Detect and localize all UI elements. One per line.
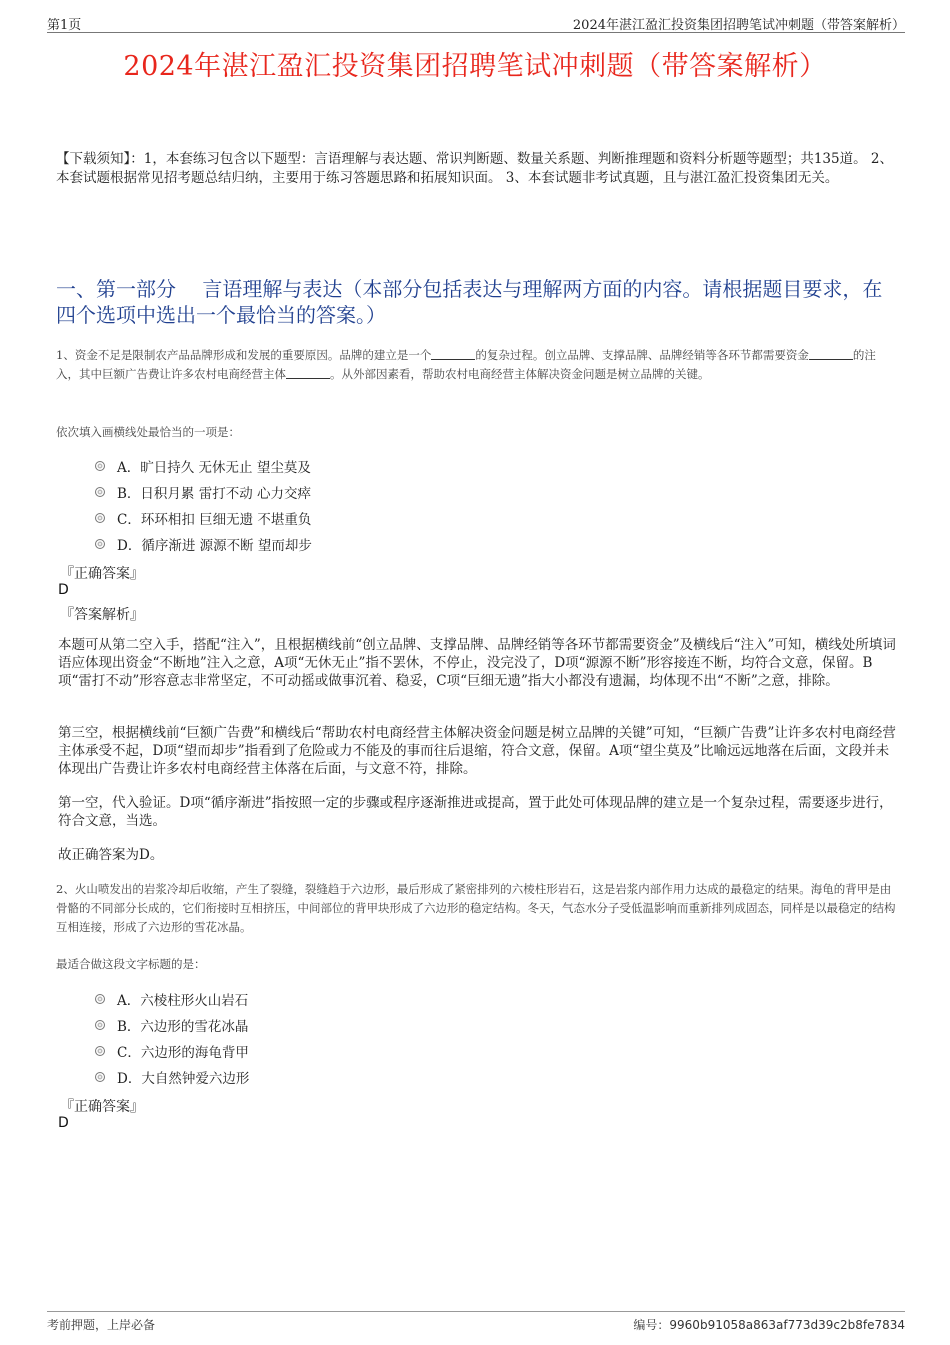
footer-serial (633, 1316, 905, 1333)
option-label: B．日积月累 雷打不动 心力交瘁 (117, 486, 312, 502)
document-title: 2024年湛江盈汇投资集团招聘笔试冲刺题（带答案解析） (123, 51, 827, 82)
footer-slogan: 考前押题，上岸必备 (47, 1318, 156, 1332)
q1-analysis-conclusion: 故正确答案为D。 (58, 847, 164, 863)
q2-correct-answer-label: 『正确答案』 (60, 1099, 144, 1115)
serial-label: 编号： (633, 1318, 670, 1332)
option-label: D．循序渐进 源源不断 望而却步 (117, 538, 312, 554)
q1-stem-part-1: 1、资金不足是限制农产品品牌形成和发展的重要原因。品牌的建立是一个 (56, 348, 432, 362)
radio-icon[interactable] (95, 1072, 105, 1082)
serial-code: 9960b91058a863af773d39c2b8fe7834 (669, 1318, 905, 1332)
q2-option-a[interactable] (95, 986, 249, 1012)
q1-correct-answer-label: 『正确答案』 (60, 566, 144, 582)
q1-option-d[interactable] (95, 531, 312, 557)
radio-icon[interactable] (95, 513, 105, 523)
header-doc-title: 2024年湛江盈汇投资集团招聘笔试冲刺题（带答案解析） (572, 18, 905, 33)
q1-analysis-paragraph: 第三空，根据横线前“巨额广告费”和横线后“帮助农村电商经营主体解决资金问题是树立品牌的关键”可知，“巨额广告费”让许多农村电商经营主体承受不起，D项“望而却步”指看到了危险或力不能及的事而往后退缩，符合文意，保留。A项“望尘莫及”比喻远远地落在后面，文段并未体现出广告费让许多农村电商经营主体落在后面，与文意不符，排除。 (58, 725, 896, 777)
q1-option-b[interactable] (95, 479, 312, 505)
q1-stem-part-4: 。从外部因素看，帮助农村电商经营主体解决资金问题是树立品牌的关键。 (330, 367, 710, 381)
option-label: D．大自然钟爱六边形 (117, 1071, 250, 1087)
q2-correct-answer: D (58, 1115, 69, 1131)
q2-option-d[interactable] (95, 1064, 249, 1090)
q1-analysis-label: 『答案解析』 (60, 607, 144, 623)
radio-icon[interactable] (95, 461, 105, 471)
question-1-stem (56, 346, 898, 384)
radio-icon[interactable] (95, 487, 105, 497)
q1-stem-part-2: 的复杂过程。创立品牌、支撑品牌、品牌经销等各环节都需要资金 (475, 348, 809, 362)
question-1-prompt: 依次填入画横线处最恰当的一项是： (56, 425, 240, 439)
q1-analysis-paragraph: 第一空，代入验证。D项“循序渐进”指按照一定的步骤或程序逐渐推进或提高，置于此处可体现品牌的建立是一个复杂过程，需要逐步进行，符合文意，当选。 (58, 795, 893, 829)
option-label: B．六边形的雪花冰晶 (117, 1019, 249, 1035)
option-label: C．环环相扣 巨细无遗 不堪重负 (117, 512, 312, 528)
question-1-options (95, 453, 312, 557)
option-label: A．六棱柱形火山岩石 (117, 993, 249, 1009)
q2-option-c[interactable] (95, 1038, 249, 1064)
radio-icon[interactable] (95, 994, 105, 1004)
q1-analysis-paragraph: 本题可从第二空入手，搭配“注入”，且根据横线前“创立品牌、支撑品牌、品牌经销等各环节都需要资金”及横线后“注入”可知，横线处所填词语应体现出资金“不断地”注入之意，A项“无休无止”指不罢休，不停止，没完没了，D项“源源不断”形容接连不断，均符合文意，保留。B项“雷打不动”形容意志非常坚定，不可动摇或做事沉着、稳妥，C项“巨细无遗”指大小都没有遗漏，均体现不出“不断”之意，排除。 (58, 637, 896, 689)
fill-blank-1 (431, 347, 475, 360)
option-label: C．六边形的海龟背甲 (117, 1045, 249, 1061)
fill-blank-2 (809, 347, 853, 360)
question-2-prompt: 最适合做这段文字标题的是： (56, 957, 206, 971)
q1-correct-answer: D (58, 582, 69, 598)
page-footer (47, 1311, 905, 1334)
q2-option-b[interactable] (95, 1012, 249, 1038)
q1-option-c[interactable] (95, 505, 312, 531)
section-title: 一、第一部分 言语理解与表达（本部分包括表达与理解两方面的内容。请根据题目要求，在四个选项中选出一个最恰当的答案。） (56, 277, 883, 327)
option-label: A．旷日持久 无休无止 望尘莫及 (117, 460, 311, 476)
page-header (47, 10, 905, 33)
radio-icon[interactable] (95, 1020, 105, 1030)
question-2-options (95, 986, 249, 1090)
radio-icon[interactable] (95, 1046, 105, 1056)
radio-icon[interactable] (95, 539, 105, 549)
q1-option-a[interactable] (95, 453, 312, 479)
download-notice: 【下载须知】：1，本套练习包含以下题型：言语理解与表达题、常识判断题、数量关系题、判断推理题和资料分析题等题型；共135道。 2、本套试题根据常见招考题总结归纳，主要用于练习答题思路和拓展知识面。 3、本套试题非考试真题，且与湛江盈汇投资集团无关。 (56, 151, 893, 186)
question-2-stem: 2、火山喷发出的岩浆冷却后收缩，产生了裂缝，裂缝趋于六边形，最后形成了紧密排列的六棱柱形岩石，这是岩浆内部作用力达成的最稳定的结果。海龟的背甲是由骨骼的不同部分长成的，它们衔接时互相挤压，中间部位的背甲块形成了六边形的稳定结构。冬天，气态水分子受低温影响而重新排列成固态，同样是以最稳定的结构互相连接，形成了六边形的雪花冰晶。 (56, 882, 896, 934)
q1-stem-part-3: 的注入，其中巨额广告费让许多农村电商经营主体 (56, 348, 876, 381)
fill-blank-3 (286, 366, 330, 379)
page-number: 第1页 (47, 18, 82, 33)
